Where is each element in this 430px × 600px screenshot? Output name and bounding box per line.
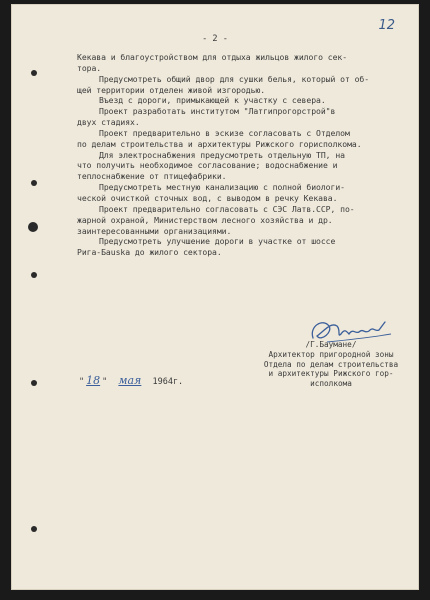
signer-title-line: Архитектор пригородной зоны (268, 349, 394, 359)
text-line: Для электроснабжения предусмотреть отдельную ТП, на (99, 149, 345, 160)
text-line: теплоснабжение от птицефабрики. (77, 171, 227, 182)
signer-title-line: и архитектуры Рижского гор- (268, 369, 394, 379)
text-line: тора. (77, 62, 102, 73)
text-line: ческой очисткой сточных вод, с выводом в речку Кекава. (77, 192, 338, 203)
text-line: Кекава и благоустройством для отдыха жильцов жилого сек- (77, 52, 348, 62)
punch-hole (31, 180, 37, 186)
text-line: двух стадиях. (77, 117, 140, 128)
date-month: мая (118, 374, 142, 387)
punch-hole (28, 222, 38, 232)
text-line: что получить необходимое согласование; водоснабжение и (77, 160, 338, 171)
document-date (79, 374, 183, 387)
paragraph (77, 128, 407, 150)
text-line: Предусмотреть общий двор для сушки белья, который от об- (99, 73, 370, 84)
text-line: заинтересованными организациями. (77, 225, 232, 236)
signer-title-line: Отдела по делам строительства (263, 359, 399, 369)
folio-number: 12 (378, 18, 395, 33)
text-line: Проект предварительно в эскизе согласовать с Отделом (99, 127, 350, 138)
punch-hole (31, 272, 37, 278)
date-year: 1964г. (152, 377, 184, 387)
paragraph (77, 236, 407, 258)
page-number: - 2 - (202, 34, 228, 44)
text-line: Предусмотреть местную канализацию с полной биологи- (99, 182, 345, 193)
text-line: по делам строительства и архитектуры Рижского горисполкома. (77, 138, 362, 149)
signature-block (241, 340, 421, 389)
paragraph (77, 204, 407, 237)
paragraph (77, 150, 407, 183)
punch-hole (31, 70, 37, 76)
text-line: Рига-Баuska до жилого сектора. (77, 247, 222, 258)
signer-title-line: исполкома (310, 379, 352, 389)
paragraph (77, 52, 407, 74)
text-line: Предусмотреть улучшение дороги в участке от шоссе (99, 236, 336, 247)
signer-name: /Г.Баумане/ (305, 340, 357, 349)
document-page (11, 4, 419, 590)
document-body (77, 52, 407, 258)
paragraph (77, 106, 407, 128)
punch-hole (31, 380, 37, 386)
text-line: Проект предварительно согласовать с СЭС Латв.ССР, по- (99, 203, 355, 214)
paragraph (77, 182, 407, 204)
date-day: 18 (86, 374, 101, 387)
text-line: Въезд с дороги, примыкающей к участку с севера. (99, 95, 326, 106)
text-line: жарной охраной, Министерством лесного хозяйства и др. (77, 214, 333, 225)
date-quote: " (102, 377, 108, 387)
date-quote: " (79, 377, 85, 387)
punch-hole (31, 526, 37, 532)
text-line: Проект разработать институтом "Латгипрогорстрой"в (99, 106, 336, 117)
text-line: щей территории отделен живой изгородью. (77, 84, 266, 95)
paragraph (77, 95, 407, 106)
paragraph (77, 74, 407, 96)
